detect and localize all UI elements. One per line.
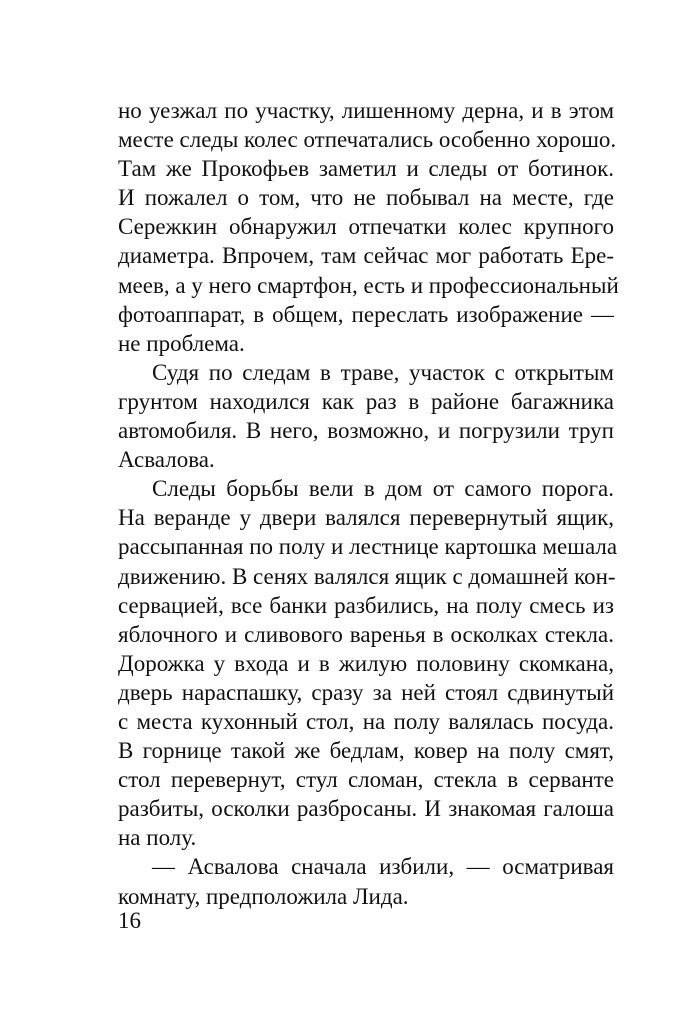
text-line: В горнице такой же бедлам, ковер на полу смят, — [118, 738, 614, 764]
text-line: рассыпанная по полу и лестнице картошка мешала — [118, 534, 618, 560]
body-text — [118, 96, 619, 911]
text-line: автомобиля. В него, возможно, и погрузили труп — [118, 418, 614, 444]
text-line: На веранде у двери валялся перевернутый ящик, — [118, 505, 614, 531]
text-line: Дорожка у входа и в жилую половину скомкана, — [118, 650, 614, 676]
paragraph — [118, 852, 614, 910]
text-line: — Асвалова сначала избили, — осматривая — [152, 854, 614, 880]
text-line: не проблема. — [118, 330, 245, 356]
text-line: Там же Прокофьев заметил и следы от ботинок. — [118, 156, 614, 182]
text-line: Асвалова. — [118, 447, 215, 473]
text-line: Судя по следам в траве, участок с открытым — [152, 359, 614, 385]
text-line: движению. В сенях валялся ящик с домашней кон- — [118, 563, 616, 589]
paragraph — [118, 96, 619, 358]
text-line: грунтом находился как раз в районе багажника — [118, 388, 614, 414]
text-line: сервацией, все банки разбились, на полу смесь из — [118, 592, 614, 618]
text-line: на полу. — [118, 825, 197, 851]
paragraph — [118, 474, 618, 852]
text-line: но уезжал по участку, лишенному дерна, и в этом — [118, 98, 614, 123]
text-line: диаметра. Впрочем, там сейчас мог работать Ере- — [118, 243, 614, 269]
page-number: 16 — [118, 908, 141, 933]
text-line: И пожалел о том, что не побывал на месте, где — [118, 185, 614, 211]
text-line: комнату, предположила Лида. — [118, 883, 409, 909]
text-line: Следы борьбы вели в дом от самого порога. — [152, 476, 614, 502]
text-line: яблочного и сливового варенья в осколках стекла. — [118, 621, 614, 647]
text-line: фотоаппарат, в общем, переслать изображение — — [118, 301, 614, 327]
text-line: меев, а у него смартфон, есть и профессиональный — [118, 272, 619, 298]
paragraph — [118, 358, 614, 474]
text-line: Сережкин обнаружил отпечатки колес крупного — [118, 214, 614, 240]
text-line: месте следы колес отпечатались особенно хорошо. — [118, 127, 617, 153]
text-line: стол перевернут, стул сломан, стекла в серванте — [118, 767, 614, 793]
text-line: разбиты, осколки разбросаны. И знакомая галоша — [118, 796, 614, 822]
text-line: с места кухонный стол, на полу валялась посуда. — [118, 708, 614, 734]
text-line: дверь нараспашку, сразу за ней стоял сдвинутый — [118, 679, 614, 705]
